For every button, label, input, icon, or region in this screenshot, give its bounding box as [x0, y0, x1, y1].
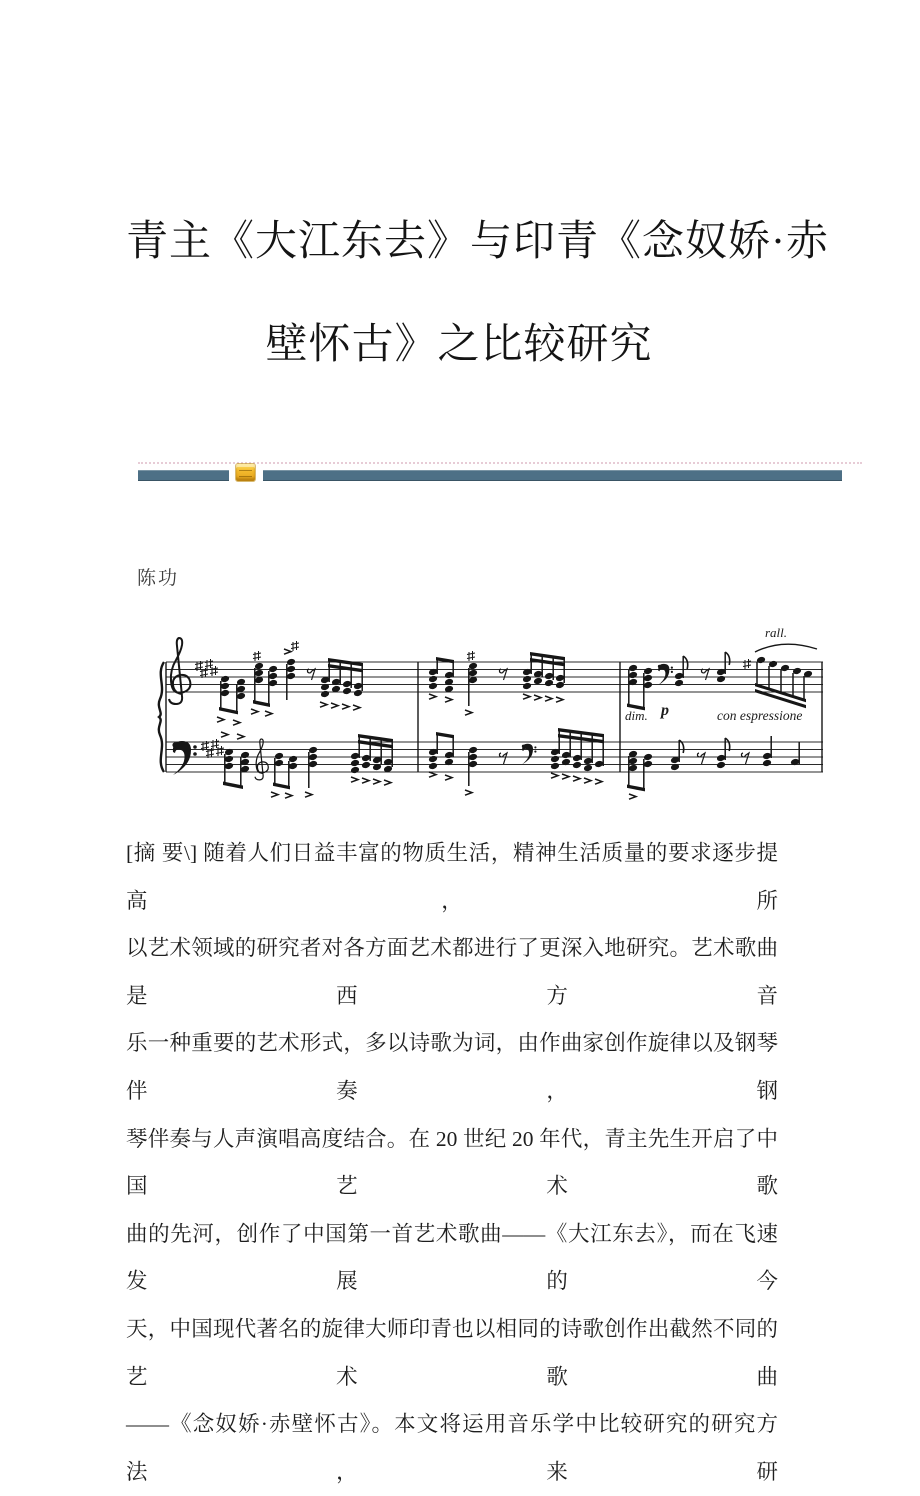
espressione-marking: con espressione — [717, 708, 803, 723]
note-cluster — [221, 732, 250, 789]
eighth-rest-icon — [697, 753, 705, 764]
note-cluster — [465, 746, 478, 795]
abstract-line: 以艺术领域的研究者对各方面艺术都进行了更深入地研究。艺术歌曲是西方音 — [126, 936, 778, 1008]
note-cluster — [217, 675, 246, 725]
note-cluster — [550, 728, 604, 784]
document-title-line1: 青主《大江东去》与印青《念奴娇·赤 — [126, 219, 829, 265]
rall-marking: rall. — [765, 625, 788, 640]
note-cluster — [743, 644, 817, 708]
note-cluster — [305, 746, 318, 797]
treble-clef-icon — [169, 638, 190, 704]
note-cluster — [670, 740, 684, 771]
note-cluster — [284, 641, 299, 700]
sheet-music-figure — [155, 616, 825, 802]
document-title-line2: 壁怀古》之比较研究 — [265, 322, 653, 368]
note-cluster — [428, 657, 454, 702]
abstract-line: [摘 要\] 随着人们日益丰富的物质生活，精神生活质量的要求逐步提高，所 — [126, 841, 778, 913]
eighth-rest-icon — [701, 669, 709, 680]
gold-seal-icon — [236, 464, 255, 481]
note-cluster — [271, 752, 298, 798]
piano-dynamic-marking: p — [661, 702, 669, 719]
eighth-rest-icon — [499, 669, 507, 680]
eighth-rest-icon — [741, 753, 749, 764]
note-cluster — [428, 732, 454, 780]
grand-staff-svg — [155, 616, 825, 802]
note-cluster — [627, 664, 653, 711]
eighth-rest-icon — [499, 753, 507, 764]
dim-marking: dim. — [625, 708, 648, 723]
author-name: 陈功 — [137, 568, 180, 589]
abstract-line: 曲的先河，创作了中国第一首艺术歌曲——《大江东去》，而在飞速发展的今 — [126, 1221, 778, 1294]
abstract-line: ——《念奴娇·赤壁怀古》。本文将运用音乐学中比较研究的研究方法，来研 — [126, 1412, 778, 1484]
note-cluster — [762, 736, 800, 767]
abstract-line: 天，中国现代著名的旋律大师印青也以相同的诗歌创作出截然不同的艺术歌曲 — [126, 1316, 778, 1389]
slur — [755, 644, 817, 652]
treble-bass-clef-change-icon — [658, 664, 673, 685]
note-cluster — [251, 651, 278, 716]
eighth-rest-icon — [307, 669, 315, 680]
bass-treble-clef-change-icon — [255, 739, 268, 780]
abstract-line: 琴伴奏与人声演唱高度结合。在 20 世纪 20 年代，青主先生开启了中国艺术歌 — [126, 1126, 778, 1199]
note-cluster — [465, 651, 478, 715]
brace — [159, 662, 164, 772]
bass-clef-icon — [172, 741, 196, 775]
abstract-line: 乐一种重要的艺术形式，多以诗歌为词，由作曲家创作旋律以及钢琴伴奏，钢 — [126, 1031, 778, 1103]
note-cluster — [716, 652, 730, 683]
note-cluster — [674, 656, 688, 687]
abstract-paragraph — [126, 830, 778, 1496]
mid-bass-clef-change-icon — [522, 744, 537, 764]
